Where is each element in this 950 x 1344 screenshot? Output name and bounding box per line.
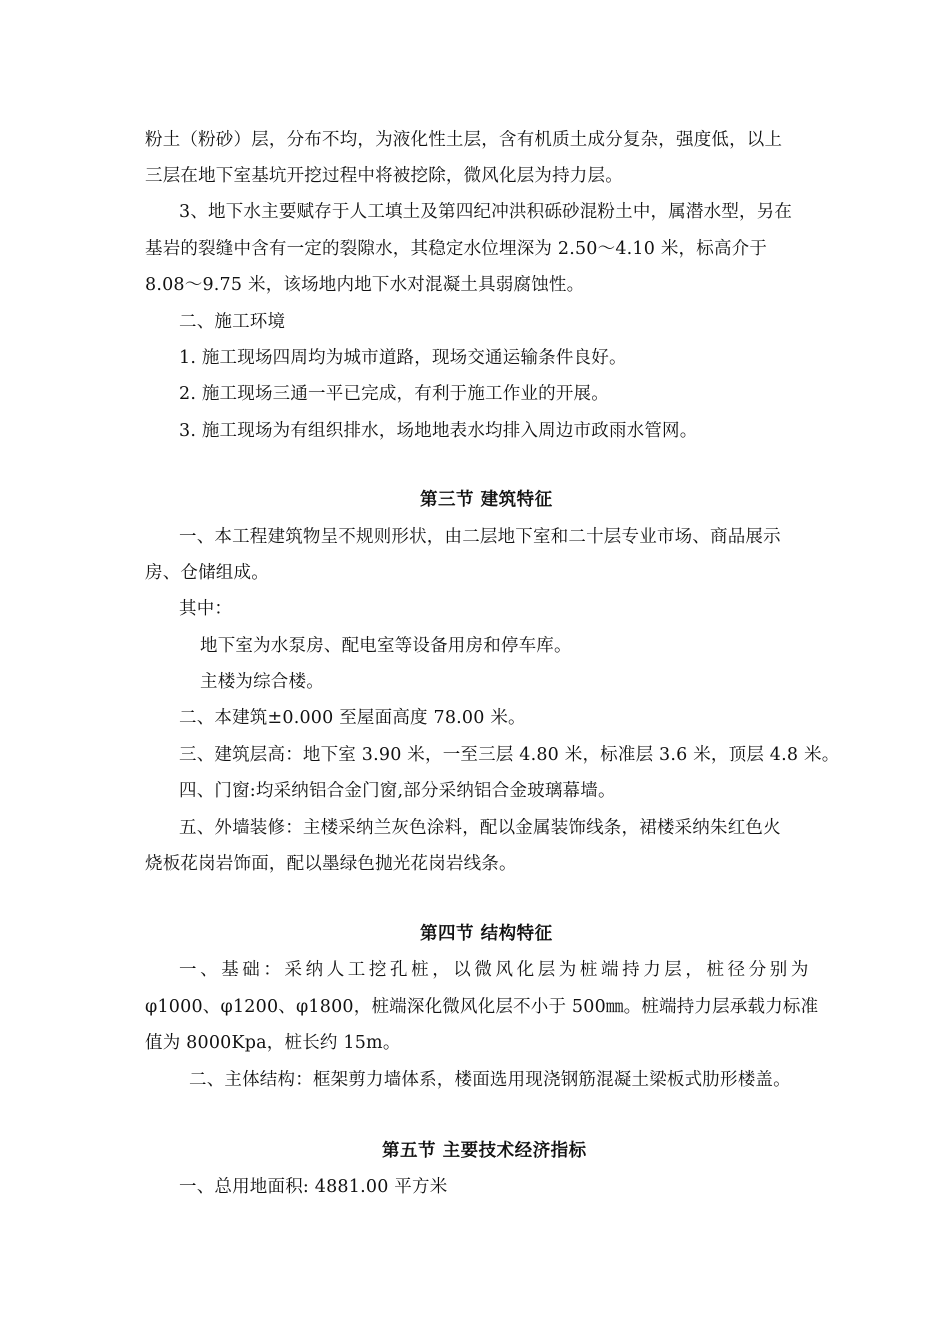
paragraph-line: 一、本工程建筑物呈不规则形状，由二层地下室和二十层专业市场、商品展示	[179, 527, 781, 547]
list-item: 2. 施工现场三通一平已完成，有利于施工作业的开展。	[179, 384, 609, 404]
paragraph-line: φ1000、φ1200、φ1800，桩端深化微风化层不小于 500㎜。桩端持力层承载力标准	[145, 997, 819, 1017]
paragraph-line: 3、地下水主要赋存于人工填土及第四纪冲洪积砾砂混粉土中，属潜水型，另在	[179, 202, 793, 222]
paragraph-line: 地下室为水泵房、配电室等设备用房和停车库。	[200, 636, 572, 656]
section-heading: 第五节 主要技术经济指标	[382, 1141, 587, 1161]
paragraph-line: 烧板花岗岩饰面，配以墨绿色抛光花岗岩线条。	[145, 854, 517, 874]
paragraph-line: 四、门窗:均采纳铝合金门窗,部分采纳铝合金玻璃幕墙。	[179, 781, 616, 801]
list-item: 3. 施工现场为有组织排水，场地地表水均排入周边市政雨水管网。	[179, 421, 698, 441]
paragraph-line: 粉土（粉砂）层，分布不均，为液化性土层，含有机质土成分复杂，强度低，以上	[145, 130, 783, 150]
paragraph-line: 二、本建筑±0.000 至屋面高度 78.00 米。	[179, 708, 526, 728]
list-item: 1. 施工现场四周均为城市道路，现场交通运输条件良好。	[179, 348, 627, 368]
paragraph-line: 8.08～9.75 米，该场地内地下水对混凝土具弱腐蚀性。	[145, 275, 585, 295]
paragraph-line: 一、总用地面积: 4881.00 平方米	[179, 1177, 448, 1197]
section-heading: 第四节 结构特征	[420, 924, 553, 944]
paragraph-line: 一、基础：采纳人工挖孔桩，以微风化层为桩端持力层，桩径分别为	[179, 960, 812, 980]
paragraph-line: 二、主体结构：框架剪力墙体系，楼面选用现浇钢筋混凝土梁板式肋形楼盖。	[189, 1070, 791, 1090]
paragraph-line: 三层在地下室基坑开挖过程中将被挖除，微风化层为持力层。	[145, 166, 623, 186]
paragraph-line: 三、建筑层高：地下室 3.90 米，一至三层 4.80 米，标准层 3.6 米，顶层 4.8 米。	[179, 745, 840, 765]
paragraph-line: 主楼为综合楼。	[200, 672, 324, 692]
paragraph-line: 五、外墙装修：主楼采纳兰灰色涂料，配以金属装饰线条，裙楼采纳朱红色火	[179, 818, 781, 838]
paragraph-line: 房、仓储组成。	[145, 563, 269, 583]
section-heading: 第三节 建筑特征	[420, 490, 553, 510]
paragraph-line: 基岩的裂缝中含有一定的裂隙水，其稳定水位埋深为 2.50～4.10 米，标高介于	[145, 239, 768, 259]
paragraph-line: 值为 8000Kpa，桩长约 15m。	[145, 1033, 401, 1053]
paragraph-line: 其中：	[179, 599, 233, 619]
subsection-title: 二、施工环境	[179, 312, 286, 332]
